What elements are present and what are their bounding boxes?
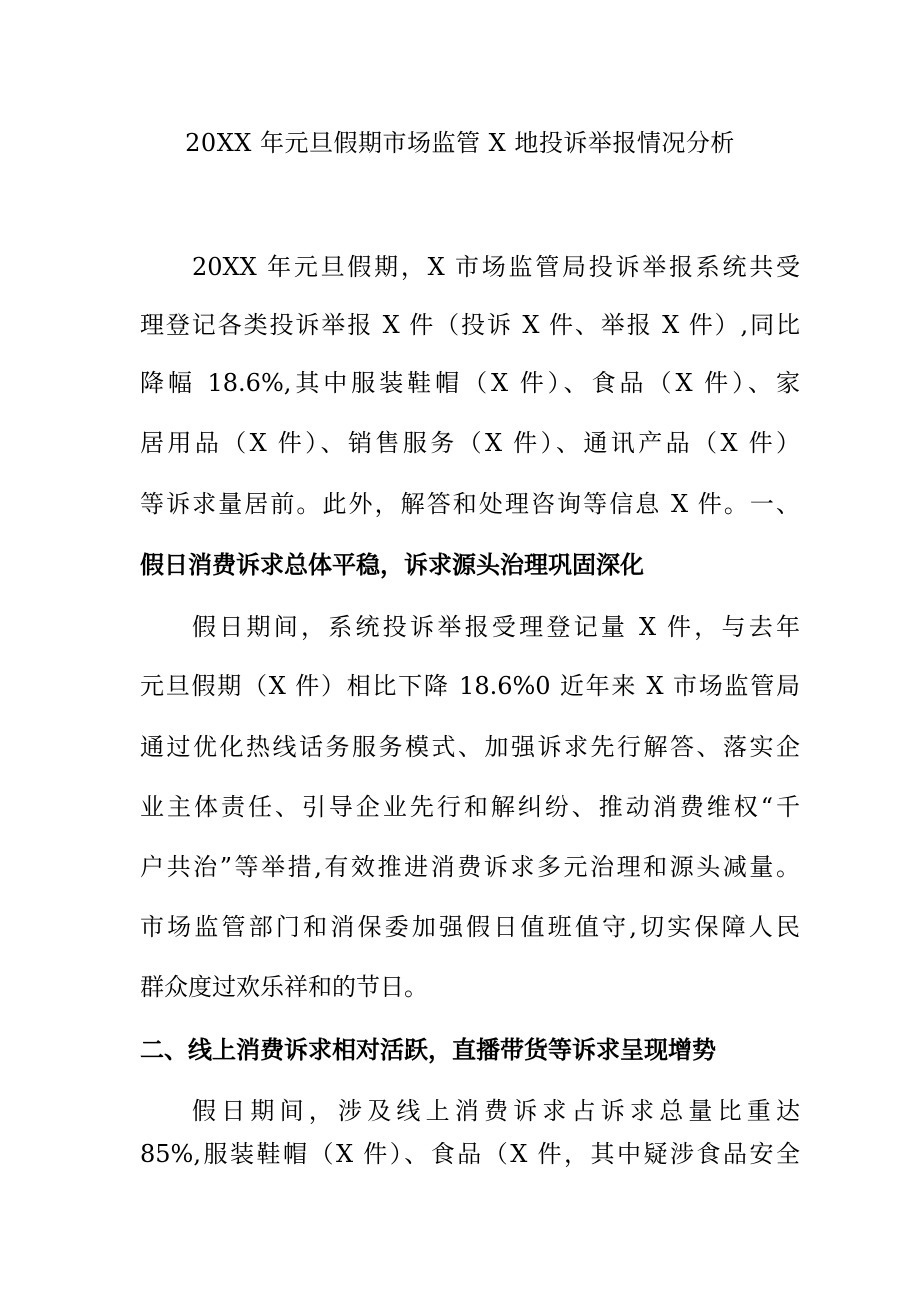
paragraph-line: 假日期间，系统投诉举报受理登记量 X 件，与去年 — [192, 613, 800, 641]
paragraph-line: 业主体责任、引导企业先行和解纠纷、推动消费维权“千 — [140, 793, 800, 821]
paragraph-line: 等诉求量居前。此外，解答和处理咨询等信息 X 件。一、 — [140, 490, 800, 518]
paragraph-line: 元旦假期（X 件）相比下降 18.6%0 近年来 X 市场监管局 — [140, 672, 800, 700]
paragraph-line: 理登记各类投诉举报 X 件（投诉 X 件、举报 X 件）,同比 — [140, 311, 800, 339]
section-heading-2: 二、线上消费诉求相对活跃，直播带货等诉求呈现增势 — [140, 1036, 716, 1064]
paragraph-line: 假日期间，涉及线上消费诉求占诉求总量比重达 — [192, 1097, 800, 1125]
paragraph-line: 85%,服装鞋帽（X 件）、食品（X 件，其中疑涉食品安全 — [140, 1140, 800, 1168]
paragraph-line: 市场监管部门和消保委加强假日值班值守,切实保障人民 — [140, 913, 800, 941]
paragraph-line: 群众度过欢乐祥和的节日。 — [140, 973, 428, 1001]
paragraph-line: 20XX 年元旦假期，X 市场监管局投诉举报系统共受 — [192, 253, 800, 281]
document-title: 20XX 年元旦假期市场监管 X 地投诉举报情况分析 — [185, 129, 735, 157]
paragraph-line: 通过优化热线话务服务模式、加强诉求先行解答、落实企 — [140, 733, 800, 761]
paragraph-line: 居用品（X 件）、销售服务（X 件）、通讯产品（X 件） — [140, 429, 800, 457]
paragraph-line: 降幅 18.6%,其中服装鞋帽（X 件）、食品（X 件）、家 — [140, 369, 800, 397]
section-heading-1: 假日消费诉求总体平稳，诉求源头治理巩固深化 — [140, 551, 644, 579]
paragraph-line: 户共治”等举措,有效推进消费诉求多元治理和源头减量。 — [140, 853, 800, 881]
